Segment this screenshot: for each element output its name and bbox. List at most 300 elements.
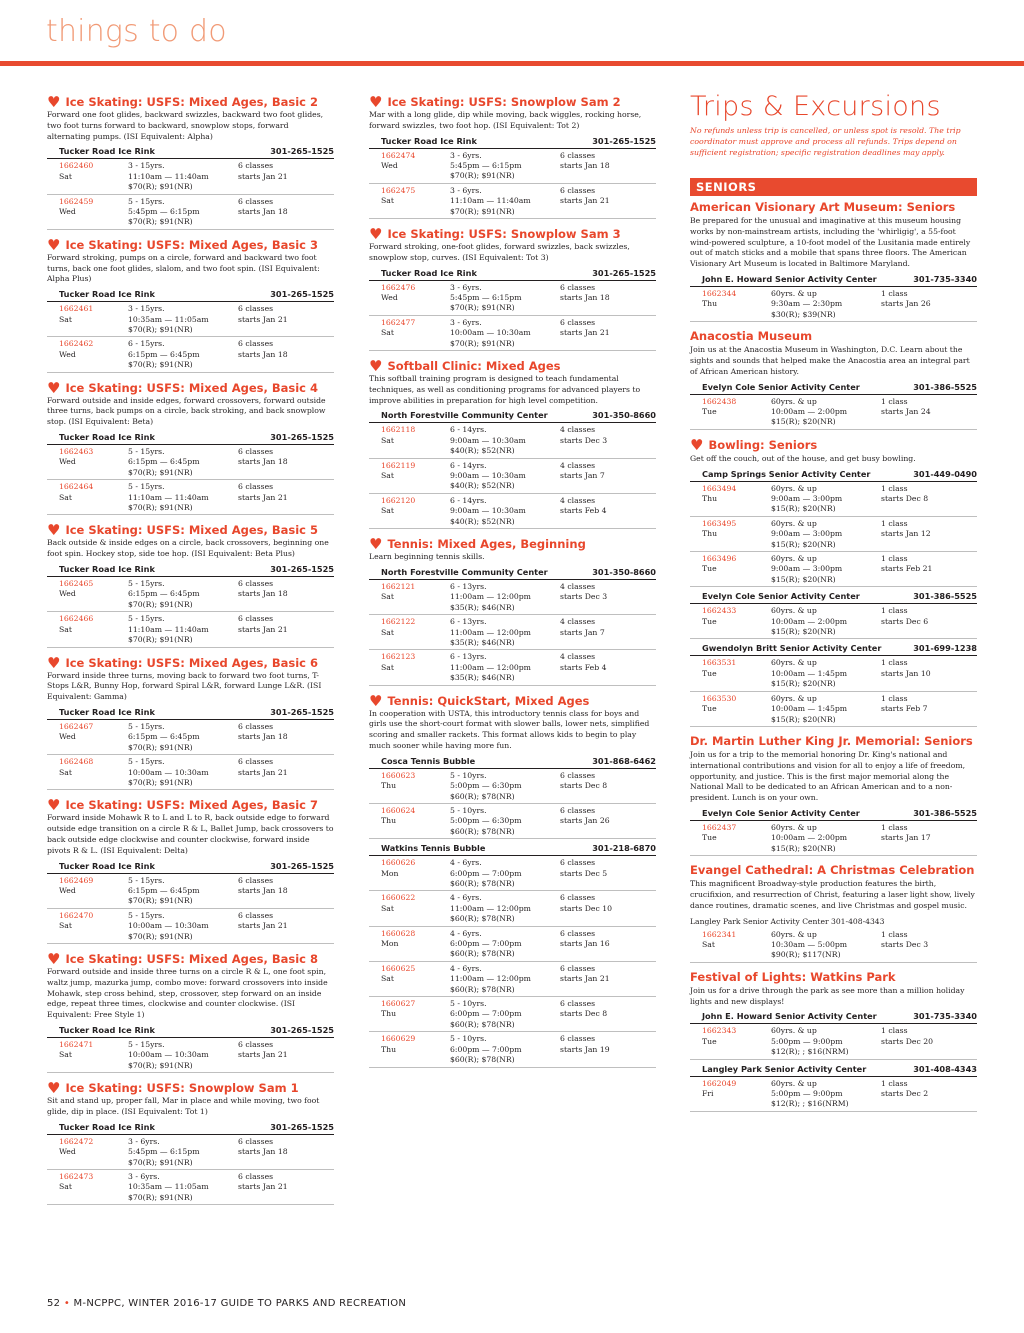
activity-number[interactable]: 1660625 — [381, 963, 416, 973]
activity-number[interactable]: 1663495 — [702, 518, 737, 528]
program-title-text: Ice Skating: USFS: Mixed Ages, Basic 4 — [65, 380, 318, 395]
trips-note: No refunds unless trip is cancelled, or unless spot is resold. The trip coordinator must approve and process all refunds. Trips depend on sufficient registration; specific registration deadlines may apply. — [690, 126, 961, 157]
activity-day: Sat — [381, 592, 394, 602]
activity-number[interactable]: 1662471 — [59, 1039, 94, 1049]
activity-day: Wed — [59, 457, 76, 467]
location-phone: 301-218-6870 — [592, 843, 656, 854]
location-name: Tucker Road Ice Rink — [59, 146, 155, 157]
activity-number[interactable]: 1662433 — [702, 606, 737, 616]
program-section — [47, 380, 334, 516]
activity-fee: $60(R); $78(NR) — [450, 879, 515, 888]
activity-number[interactable]: 1662121 — [381, 581, 416, 591]
activity-fee: $15(R); $20(NR) — [771, 714, 836, 724]
activity-detail-cell — [128, 579, 238, 610]
activity-time: 10:00am — 10:30am — [128, 767, 209, 777]
activity-day: Sat — [702, 939, 715, 949]
activity-id-cell — [381, 929, 450, 960]
location-header — [690, 642, 977, 656]
activity-fee: $70(R); $91(NR) — [128, 182, 193, 192]
activity-detail-cell — [771, 289, 881, 320]
activity-number[interactable]: 1662474 — [381, 150, 416, 160]
activity-id-cell — [59, 614, 128, 645]
activity-start: starts Dec 3 — [881, 939, 929, 949]
activity-day: Wed — [59, 885, 76, 895]
activity-number[interactable]: 1662477 — [381, 317, 416, 327]
location-phone: 301-868-6462 — [592, 755, 656, 766]
program-section — [47, 94, 334, 230]
activity-row — [690, 692, 977, 727]
activity-day: Tue — [702, 668, 717, 678]
activity-number[interactable]: 1662466 — [59, 614, 94, 624]
activity-classes: 1 class — [881, 606, 908, 616]
heart-icon: ♥ — [47, 93, 61, 111]
activity-id-cell — [702, 930, 771, 961]
activity-start: starts Dec 20 — [881, 1036, 934, 1046]
program-title — [47, 380, 334, 395]
activity-row — [690, 482, 977, 517]
activity-time: 5:45pm — 6:15pm — [128, 207, 200, 217]
activity-age: 5 - 15yrs. — [128, 482, 165, 492]
activity-start: starts Jan 7 — [560, 471, 605, 481]
program-description: Be prepared for the unusual and imaginative at this museum housing works by non-mainstream artists, including the 'whirligig', a 55-foot wind-powered sculpture, a 10-foot model of the Lusitania made entirely out of match sticks and a mobile that spans three floors. The American Visionary Art Museum is located in Baltimore Maryland. — [690, 216, 971, 269]
activity-classes: 6 classes — [238, 1136, 274, 1146]
location-header — [369, 409, 656, 423]
activity-id-cell — [702, 606, 771, 637]
activity-age: 6 - 14yrs. — [450, 460, 487, 470]
activity-classes: 4 classes — [560, 425, 596, 435]
activity-number[interactable]: 1662467 — [59, 721, 94, 731]
activity-row — [47, 445, 334, 480]
activity-session-cell — [560, 929, 656, 960]
activity-age: 60yrs. & up — [771, 518, 817, 528]
activity-classes: 6 classes — [238, 339, 274, 349]
activity-fee: $70(R); $91(NR) — [128, 599, 193, 609]
activity-id-cell — [702, 554, 771, 585]
activity-row — [47, 195, 334, 230]
activity-row — [690, 656, 977, 691]
activity-fee: $60(R); $78(NR) — [450, 914, 515, 924]
activity-fee: $60(R); $78(NR) — [450, 984, 515, 994]
activity-time: 6:00pm — 7:00pm — [450, 1044, 522, 1054]
activity-session-cell — [560, 318, 656, 349]
activity-fee: $40(R); $52(NR) — [450, 516, 515, 526]
activity-id-cell — [702, 1079, 771, 1110]
activity-number[interactable]: 1662475 — [381, 185, 416, 195]
activity-time: 5:00pm — 9:00pm — [771, 1036, 843, 1046]
activity-fee: $70(R); $91(NR) — [128, 1192, 193, 1202]
activity-session-cell — [560, 186, 656, 217]
activity-time: 5:45pm — 6:15pm — [450, 161, 522, 170]
activity-day: Mon — [381, 939, 399, 949]
activity-time: 10:30am — 5:00pm — [771, 939, 848, 949]
program-description: Mar with a long glide, dip while moving, back wiggles, rocking horse, forward swizzles, two foot hop. (ISI Equivalent: Tot 2) — [369, 110, 642, 130]
activity-number[interactable]: 1662344 — [702, 288, 737, 298]
activity-fee: $70(R); $91(NR) — [450, 171, 515, 181]
heart-icon: ♥ — [369, 535, 383, 554]
activity-age: 60yrs. & up — [771, 693, 817, 703]
activity-fee: $70(R); $91(NR) — [128, 503, 193, 513]
activity-id-cell — [59, 447, 128, 478]
activity-session-cell — [881, 1079, 977, 1110]
activity-classes: 6 classes — [560, 317, 596, 327]
activity-start: starts Dec 3 — [560, 592, 608, 602]
location-phone: 301-265-1525 — [592, 267, 656, 278]
activity-session-cell — [238, 876, 334, 907]
location-header — [690, 590, 977, 604]
activity-day: Thu — [381, 816, 397, 826]
program-description: Back outside & inside edges on a circle, back crossovers, beginning one foot spin. Hockey stop, side toe hop. (ISI Equivalent: Beta Plus) — [47, 538, 329, 559]
activity-id-cell — [702, 1026, 771, 1057]
activity-classes: 1 class — [881, 554, 908, 564]
activity-classes: 1 class — [881, 518, 908, 528]
activity-number[interactable]: 1662459 — [59, 196, 94, 206]
activity-start: starts Jan 18 — [238, 885, 288, 895]
activity-time: 6:15pm — 6:45pm — [128, 349, 200, 359]
location-name: Langley Park Senior Activity Center — [702, 1063, 867, 1074]
activity-number[interactable]: 1662437 — [702, 822, 737, 832]
activity-age: 4 - 6yrs. — [450, 893, 482, 903]
activity-classes: 6 classes — [560, 805, 596, 815]
activity-number[interactable]: 1662049 — [702, 1078, 737, 1088]
program-title — [47, 521, 334, 540]
location-phone: 301-350-8660 — [592, 566, 656, 577]
location-name: Tucker Road Ice Rink — [59, 860, 155, 871]
program-title-text: Ice Skating: USFS: Mixed Ages, Basic 2 — [65, 95, 318, 109]
activity-number[interactable]: 1660626 — [381, 858, 416, 868]
activity-row — [369, 580, 656, 615]
activity-number[interactable]: 1662460 — [59, 161, 94, 171]
program-title-text: Ice Skating: USFS: Mixed Ages, Basic 6 — [65, 655, 318, 670]
heart-icon: ♥ — [47, 796, 61, 815]
footer-text: M-NCPPC, WINTER 2016-17 GUIDE TO PARKS AND RECREATION — [73, 1298, 407, 1309]
activity-detail-cell — [771, 519, 881, 550]
activity-session-cell — [238, 911, 334, 942]
activity-id-cell — [381, 771, 450, 802]
activity-number[interactable]: 1662123 — [381, 652, 416, 662]
activity-start: starts Jan 21 — [238, 1182, 288, 1192]
activity-id-cell — [381, 496, 450, 527]
activity-start: starts Dec 8 — [881, 494, 929, 504]
activity-detail-cell — [450, 617, 560, 648]
program-title — [369, 535, 656, 554]
activity-day: Fri — [702, 1088, 714, 1098]
activity-number[interactable]: 1660628 — [381, 928, 416, 938]
activity-day: Sat — [381, 506, 394, 516]
activity-start: starts Jan 21 — [238, 492, 288, 502]
heart-icon: ♥ — [47, 378, 61, 397]
location-name: John E. Howard Senior Activity Center — [702, 273, 877, 284]
activity-row — [369, 423, 656, 458]
activity-id-cell — [59, 161, 128, 192]
activity-id-cell — [59, 579, 128, 610]
activity-start: starts Jan 21 — [560, 974, 610, 984]
activity-session-cell — [238, 197, 334, 228]
activity-age: 3 - 6yrs. — [450, 317, 482, 327]
activity-session-cell — [881, 606, 977, 637]
category-bar-seniors: SENIORS — [690, 178, 977, 196]
activity-number[interactable]: 1662461 — [59, 304, 94, 314]
activity-start: starts Jan 19 — [560, 1044, 610, 1054]
activity-classes: 6 classes — [560, 282, 596, 292]
activity-time: 5:00pm — 9:00pm — [771, 1088, 843, 1098]
activity-detail-cell — [128, 482, 238, 513]
activity-day: Sat — [381, 328, 394, 338]
activity-classes: 1 class — [881, 822, 908, 832]
activity-day: Sat — [59, 1182, 72, 1192]
location-header — [369, 267, 656, 281]
program-section — [690, 734, 977, 856]
activity-number[interactable]: 1662476 — [381, 282, 416, 292]
program-section — [690, 970, 977, 1112]
activity-number[interactable]: 1662472 — [59, 1136, 94, 1146]
program-title-text: Ice Skating: USFS: Mixed Ages, Basic 7 — [65, 798, 318, 813]
location-name: Tucker Road Ice Rink — [381, 267, 477, 278]
activity-detail-cell — [450, 461, 560, 492]
activity-number[interactable]: 1662119 — [381, 460, 416, 470]
activity-detail-cell — [771, 823, 881, 854]
location-header — [369, 755, 656, 769]
location-header — [47, 145, 334, 159]
activity-time: 11:10am — 11:40am — [450, 196, 531, 206]
activity-day: Sat — [59, 314, 72, 324]
activity-session-cell — [881, 484, 977, 515]
activity-classes: 6 classes — [238, 579, 274, 589]
activity-age: 60yrs. & up — [771, 929, 817, 939]
activity-row — [47, 1170, 334, 1205]
activity-number[interactable]: 1663496 — [702, 554, 737, 564]
location-name: Tucker Road Ice Rink — [59, 706, 155, 717]
activity-fee: $70(R); $91(NR) — [128, 1060, 193, 1070]
activity-session-cell — [560, 617, 656, 648]
activity-start: starts Dec 10 — [560, 903, 613, 913]
activity-fee: $15(R); $20(NR) — [771, 627, 836, 637]
activity-row — [369, 650, 656, 685]
activity-start: starts Jan 18 — [560, 161, 610, 170]
program-section — [47, 1080, 334, 1205]
activity-age: 6 - 14yrs. — [450, 495, 487, 505]
heart-icon: ♥ — [47, 521, 61, 540]
program-description: Forward inside Mohawk R to L and L to R, back outside edge to forward outside edge transition on a circle R & L, Ballet Jump, back crossovers to back outside edge clockwise and counter clockwise, forward inside pivots R & L. (ISI Equivalent: Delta) — [47, 813, 334, 855]
activity-age: 4 - 6yrs. — [450, 963, 482, 973]
activity-number[interactable]: 1663530 — [702, 693, 737, 703]
activity-row — [369, 459, 656, 494]
activity-number[interactable]: 1660629 — [381, 1034, 416, 1044]
activity-fee: $70(R); $91(NR) — [128, 217, 193, 227]
activity-day: Wed — [59, 349, 76, 359]
activity-number[interactable]: 1663494 — [702, 483, 737, 493]
activity-session-cell — [881, 694, 977, 725]
activity-number[interactable]: 1662120 — [381, 495, 416, 505]
activity-number[interactable]: 1662469 — [59, 875, 94, 885]
location-name: Watkins Tennis Bubble — [381, 843, 486, 854]
activity-session-cell — [560, 461, 656, 492]
location-header — [47, 563, 334, 577]
activity-id-cell — [381, 652, 450, 683]
activity-time: 6:00pm — 7:00pm — [450, 1009, 522, 1019]
location-name: Evelyn Cole Senior Activity Center — [702, 381, 860, 392]
activity-number[interactable]: 1662462 — [59, 339, 94, 349]
location-phone: 301-265-1525 — [270, 860, 334, 871]
activity-time: 6:15pm — 6:45pm — [128, 885, 200, 895]
activity-classes: 6 classes — [238, 161, 274, 171]
activity-detail-cell — [128, 1040, 238, 1071]
activity-start: starts Jan 21 — [238, 624, 288, 634]
activity-day: Sat — [381, 662, 394, 672]
activity-id-cell — [702, 397, 771, 428]
activity-number[interactable]: 1662468 — [59, 757, 94, 767]
activity-detail-cell — [450, 771, 560, 802]
activity-detail-cell — [771, 484, 881, 515]
activity-detail-cell — [771, 554, 881, 585]
program-description: Join us for a drive through the park as see more than a million holiday lights and new displays! — [690, 985, 965, 1006]
activity-day: Thu — [381, 1009, 397, 1019]
location-name: Tucker Road Ice Rink — [59, 564, 155, 575]
location-phone: 301-735-3340 — [913, 273, 977, 284]
activity-day: Thu — [381, 1044, 397, 1054]
activity-classes: 4 classes — [560, 581, 596, 591]
column-3 — [690, 91, 977, 1119]
activity-age: 5 - 15yrs. — [128, 757, 165, 767]
activity-detail-cell — [450, 496, 560, 527]
activity-row — [369, 927, 656, 962]
activity-number[interactable]: 1662464 — [59, 482, 94, 492]
activity-fee: $40(R); $52(NR) — [450, 481, 515, 491]
program-description: Forward stroking, pumps on a circle, forward and backward two foot turns, back one foot glides, slalom, and two foot spin. (ISI Equivalent: Alpha Plus) — [47, 252, 320, 284]
activity-classes: 6 classes — [238, 757, 274, 767]
activity-start: starts Jan 18 — [238, 1147, 288, 1157]
activity-number[interactable]: 1662473 — [59, 1171, 94, 1181]
program-description: In cooperation with USTA, this introductory tennis class for boys and girls use the short-court format with slower balls, lower nets, simplified scoring and smaller rackets. This format allows kids to begin to play much sooner while having more fun. — [369, 708, 650, 750]
heart-icon: ♥ — [47, 1079, 61, 1098]
activity-number[interactable]: 1660624 — [381, 805, 416, 815]
activity-day: Sat — [381, 627, 394, 637]
activity-time: 10:00am — 2:00pm — [771, 616, 848, 626]
activity-classes: 6 classes — [238, 1171, 274, 1181]
location-phone: 301-350-8660 — [592, 410, 656, 421]
activity-session-cell — [560, 496, 656, 527]
activity-number[interactable]: 1662463 — [59, 447, 94, 457]
activity-detail-cell — [450, 318, 560, 349]
activity-start: starts Jan 24 — [881, 407, 931, 416]
activity-day: Sat — [381, 435, 394, 445]
location-name: Tucker Road Ice Rink — [59, 1024, 155, 1035]
activity-number[interactable]: 1662118 — [381, 425, 416, 435]
activity-fee: $15(R); $20(NR) — [771, 574, 836, 584]
activity-day: Thu — [381, 781, 397, 791]
column-2 — [369, 94, 656, 1075]
activity-time: 10:00am — 10:30am — [450, 328, 531, 338]
location-header — [47, 706, 334, 720]
activity-detail-cell — [128, 722, 238, 753]
program-section — [369, 226, 656, 351]
activity-row — [690, 1077, 977, 1112]
activity-age: 6 - 15yrs. — [128, 339, 165, 349]
activity-number[interactable]: 1662343 — [702, 1026, 737, 1036]
activity-classes: 6 classes — [238, 721, 274, 731]
activity-start: starts Jan 12 — [881, 529, 931, 539]
activity-number[interactable]: 1660627 — [381, 999, 416, 1009]
program-title — [47, 1079, 334, 1098]
activity-number[interactable]: 1663531 — [702, 658, 737, 668]
program-title-text: Ice Skating: USFS: Mixed Ages, Basic 8 — [65, 951, 318, 966]
activity-id-cell — [381, 806, 450, 837]
activity-start: starts Dec 6 — [881, 616, 929, 626]
activity-fee: $70(R); $91(NR) — [128, 931, 193, 941]
location-phone: 301-265-1525 — [270, 1024, 334, 1035]
activity-start: starts Jan 18 — [238, 457, 288, 467]
activity-classes: 6 classes — [560, 999, 596, 1009]
activity-number[interactable]: 1662470 — [59, 910, 94, 920]
activity-session-cell — [560, 425, 656, 456]
activity-number[interactable]: 1662465 — [59, 579, 94, 589]
activity-id-cell — [59, 1172, 128, 1203]
activity-session-cell — [238, 1040, 334, 1071]
location-name: Langley Park Senior Activity Center — [690, 916, 829, 926]
activity-id-cell — [59, 304, 128, 335]
activity-start: starts Dec 5 — [560, 868, 608, 878]
location-header — [47, 860, 334, 874]
activity-session-cell — [560, 771, 656, 802]
program-description: Sit and stand up, proper fall, Mar in place and while moving, two foot glide, dip in place. (ISI Equivalent: Tot 1) — [47, 1096, 320, 1116]
program-title-text: Ice Skating: USFS: Snowplow Sam 2 — [387, 95, 621, 109]
activity-day: Sat — [381, 196, 394, 206]
activity-number[interactable]: 1662438 — [702, 396, 737, 406]
column-1 — [47, 94, 334, 1212]
location-name: North Forestville Community Center — [381, 410, 548, 421]
activity-time: 11:00am — 12:00pm — [450, 592, 531, 602]
activity-time: 6:00pm — 7:00pm — [450, 939, 522, 949]
activity-age: 4 - 6yrs. — [450, 928, 482, 938]
activity-session-cell — [560, 151, 656, 182]
activity-time: 5:00pm — 6:30pm — [450, 816, 522, 826]
activity-age: 5 - 15yrs. — [128, 614, 165, 624]
activity-number[interactable]: 1660622 — [381, 893, 416, 903]
activity-detail-cell — [450, 999, 560, 1030]
program-section — [369, 94, 656, 219]
activity-classes: 6 classes — [560, 1034, 596, 1044]
activity-age: 60yrs. & up — [771, 658, 817, 668]
activity-detail-cell — [128, 614, 238, 645]
program-title — [690, 437, 977, 453]
activity-classes: 6 classes — [560, 185, 596, 195]
activity-time: 5:45pm — 6:15pm — [128, 1147, 200, 1157]
activity-day: Wed — [381, 293, 398, 303]
activity-time: 9:00am — 10:30am — [450, 471, 526, 481]
program-description: Forward stroking, one-foot glides, forward swizzles, back swizzles, snowplow stop, curves. (ISI Equivalent: Tot 3) — [369, 242, 630, 262]
activity-number[interactable]: 1662122 — [381, 617, 416, 627]
activity-fee: $70(R); $91(NR) — [450, 338, 515, 348]
program-description: Learn beginning tennis skills. — [369, 552, 485, 562]
activity-session-cell — [881, 930, 977, 961]
activity-number[interactable]: 1660623 — [381, 770, 416, 780]
activity-number[interactable]: 1662341 — [702, 929, 737, 939]
location-phone: 301-699-1238 — [913, 643, 977, 654]
activity-age: 60yrs. & up — [771, 554, 817, 564]
activity-fee: $60(R); $78(NR) — [450, 1055, 515, 1065]
activity-start: starts Jan 7 — [560, 627, 605, 637]
activity-detail-cell — [450, 582, 560, 613]
activity-start: starts Jan 18 — [238, 589, 288, 599]
activity-age: 5 - 10yrs. — [450, 999, 487, 1009]
activity-session-cell — [881, 397, 977, 428]
location-phone: 301-265-1525 — [270, 1121, 334, 1132]
activity-day: Tue — [702, 407, 717, 416]
program-title — [369, 94, 656, 109]
heart-icon: ♥ — [47, 653, 61, 672]
program-title-text: American Visionary Art Museum: Seniors — [690, 200, 956, 214]
activity-age: 60yrs. & up — [771, 606, 817, 616]
activity-row — [369, 281, 656, 316]
